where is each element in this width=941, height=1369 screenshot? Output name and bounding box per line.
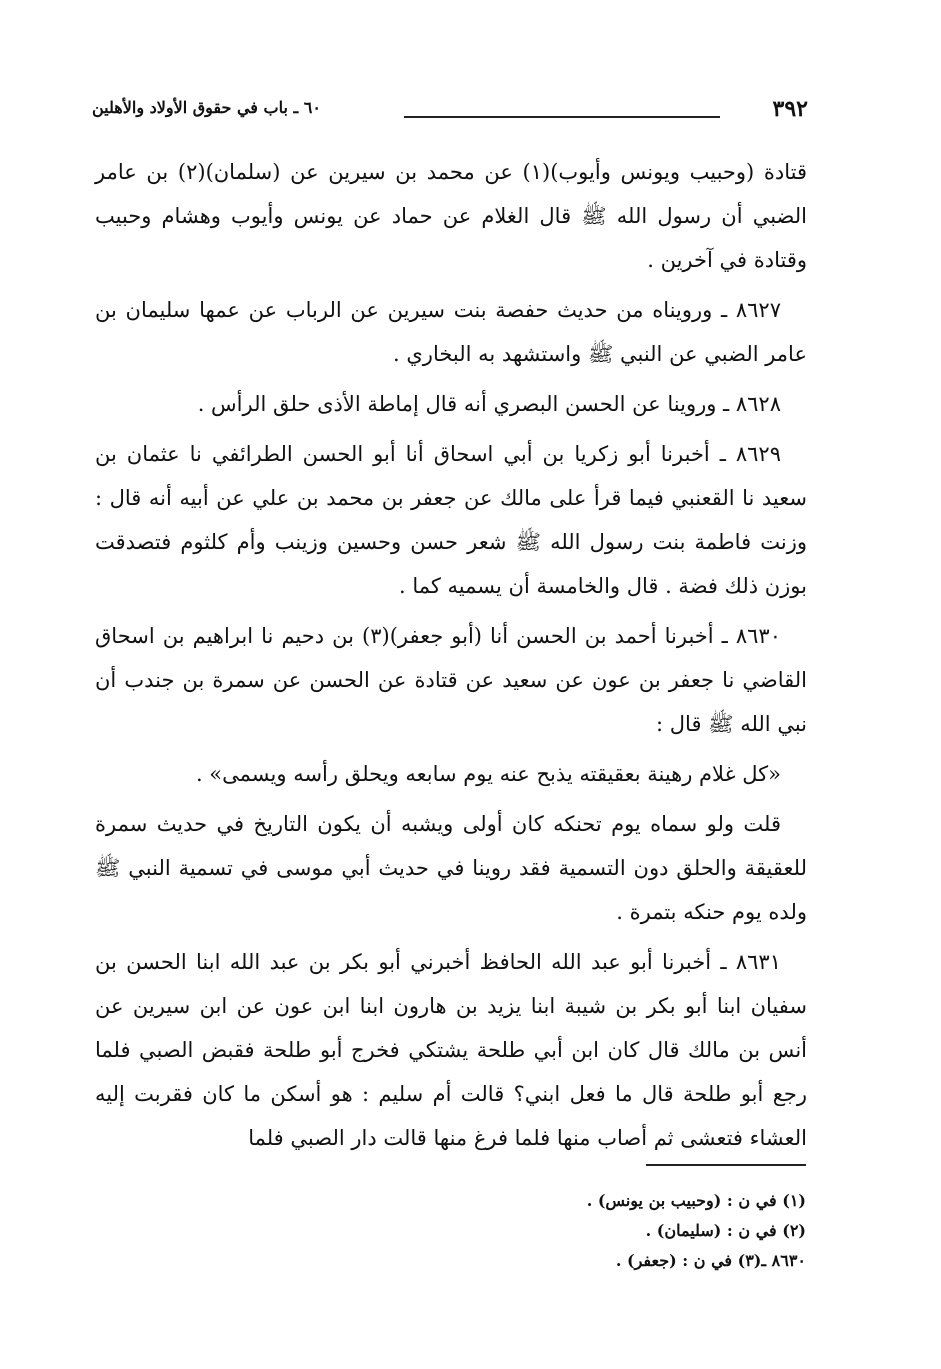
page-number: ٣٩٢ xyxy=(772,96,808,122)
paragraph: ٨٦٣٠ ـ أخبرنا أحمد بن الحسن أنا (أبو جعفر)(٣) بن دحيم نا ابراهيم بن اسحاق القاضي نا جعفر بن عون عن سعيد عن قتادة عن الحسن عن سمرة بن جندب أن نبي الله ﷺ قال : xyxy=(95,624,807,736)
footnote: (٢) في ن : (سليمان) . xyxy=(645,1221,806,1240)
footnotes xyxy=(386,1186,806,1276)
main-text xyxy=(95,150,807,1166)
paragraph: ٨٦٢٨ ـ وروينا عن الحسن البصري أنه قال إماطة الأذى حلق الرأس . xyxy=(197,392,781,416)
footnote: (١) في ن : (وحبيب بن يونس) . xyxy=(586,1191,806,1210)
chapter-title: ٦٠ ـ باب في حقوق الأولاد والأهلين xyxy=(92,98,321,117)
footnote-divider xyxy=(646,1164,806,1166)
paragraph: ٨٦٣١ ـ أخبرنا أبو عبد الله الحافظ أخبرني أبو بكر بن عبد الله ابنا الحسن بن سفيان ابنا أبو بكر بن شيبة ابنا يزيد بن هارون ابنا ابن عون عن ابن سيرين عن أنس بن مالك قال كان ابن أبي طلحة يشتكي فخرج أبو طلحة فقبض الصبي فلما رجع أبو طلحة قال ما فعل ابني؟ قالت أم سليم : هو أسكن ما كان فقربت إليه العشاء فتعشى ثم أصاب منها فلما فرغ منها قالت دار الصبي فلما xyxy=(95,950,807,1150)
hadith-quote: «كل غلام رهينة بعقيقته يذبح عنه يوم سابعه ويحلق رأسه ويسمى» . xyxy=(195,762,781,786)
paragraph: ٨٦٢٧ ـ ورويناه من حديث حفصة بنت سيرين عن الرباب عن عمها سليمان بن عامر الضبي عن النبي ﷺ واستشهد به البخاري . xyxy=(95,298,807,366)
footnote: ٨٦٣٠ ـ(٣) في ن : (جعفر) . xyxy=(615,1251,806,1270)
paragraph: قلت ولو سماه يوم تحنكه كان أولى ويشبه أن يكون التاريخ في حديث سمرة للعقيقة والحلق دون التسمية فقد روينا في حديث أبي موسى في تسمية النبي ﷺ ولده يوم حنكه بتمرة . xyxy=(95,812,807,924)
paragraph: قتادة (وحبيب ويونس وأيوب)(١) عن محمد بن سيرين عن (سلمان)(٢) بن عامر الضبي أن رسول الله ﷺ قال الغلام عن حماد عن يونس وأيوب وهشام وحبيب وقتادة في آخرين . xyxy=(95,160,807,272)
header-rule xyxy=(404,116,720,118)
paragraph: ٨٦٢٩ ـ أخبرنا أبو زكريا بن أبي اسحاق أنا أبو الحسن الطرائفي نا عثمان بن سعيد نا القعنبي فيما قرأ على مالك عن جعفر بن محمد بن علي عن أبيه أنه قال : وزنت فاطمة بنت رسول الله ﷺ شعر حسن وحسين وزينب وأم كلثوم فتصدقت بوزن ذلك فضة . قال والخامسة أن يسميه كما . xyxy=(95,442,807,598)
running-header xyxy=(92,96,808,130)
